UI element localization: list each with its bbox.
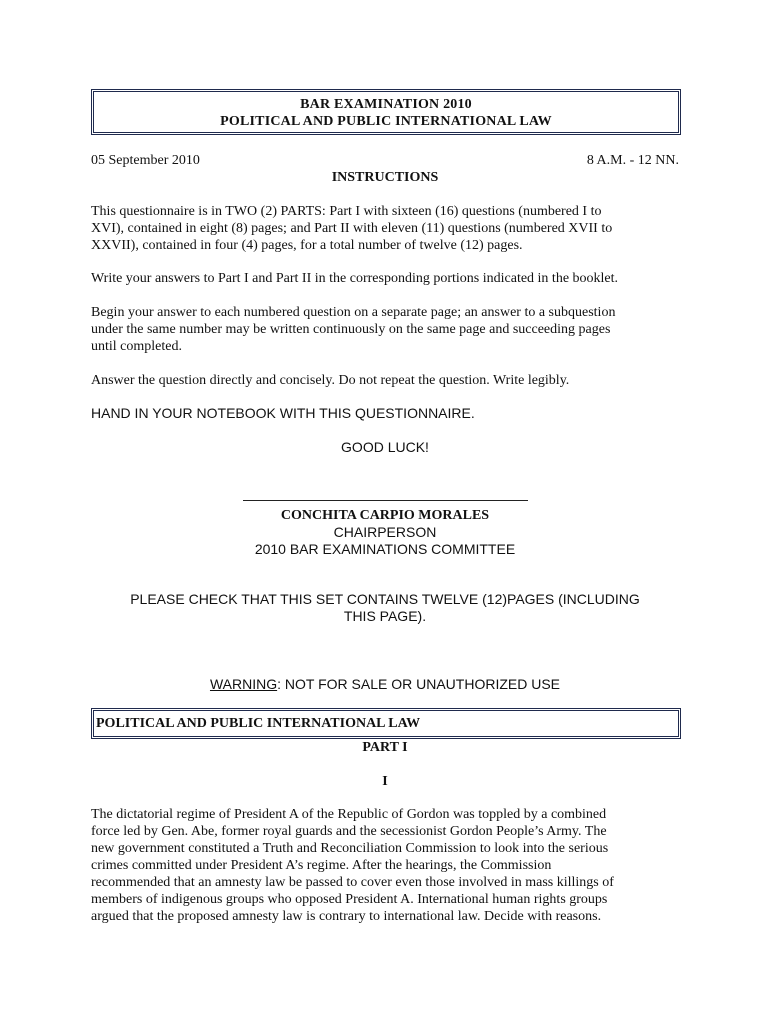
section-title: POLITICAL AND PUBLIC INTERNATIONAL LAW	[96, 716, 421, 731]
question-text-line-6: members of indigenous groups who opposed President A. International human rights groups	[91, 892, 608, 907]
part-heading: PART I	[362, 740, 408, 755]
signatory-committee: 2010 BAR EXAMINATIONS COMMITTEE	[254, 541, 516, 557]
instructions-paragraph-3	[91, 304, 679, 355]
instructions-paragraph-3-line-1: Begin your answer to each numbered question on a separate page; an answer to a subquestion	[91, 305, 616, 320]
instructions-paragraph-1-line-2: XVI), contained in eight (8) pages; and Part II with eleven (11) questions (numbered XVII to	[91, 221, 613, 236]
question-text-line-2: force led by Gen. Abe, former royal guards and the secessionist Gordon People’s Army. The	[91, 824, 607, 839]
question-text-line-3: new government constituted a Truth and Reconciliation Commission to look into the serious	[91, 841, 609, 856]
instructions-paragraph-3-line-3: until completed.	[91, 339, 182, 354]
page-check-notice-line-2: THIS PAGE).	[343, 608, 427, 624]
instructions-paragraph-3-line-2: under the same number may be written continuously on the same page and succeeding pages	[91, 322, 611, 337]
signature-line	[243, 500, 528, 501]
question-text-line-7: argued that the proposed amnesty law is contrary to international law. Decide with reasons.	[91, 909, 602, 924]
section-title-box	[91, 708, 681, 739]
exam-time: 8 A.M. - 12 NN.	[586, 153, 679, 168]
signatory-name: CONCHITA CARPIO MORALES	[280, 508, 490, 523]
page-check-notice	[91, 591, 679, 625]
instructions-paragraph-1	[91, 203, 679, 254]
question-text-line-4: crimes committed under President A’s regime. After the hearings, the Commission	[91, 858, 552, 873]
instructions-heading: INSTRUCTIONS	[331, 170, 439, 185]
question-number: I	[382, 774, 388, 789]
instructions-paragraph-5: HAND IN YOUR NOTEBOOK WITH THIS QUESTIONNAIRE.	[91, 405, 475, 421]
exam-date: 05 September 2010	[91, 153, 200, 168]
good-luck: GOOD LUCK!	[341, 439, 429, 455]
date-time-row	[91, 152, 679, 169]
warning-text: : NOT FOR SALE OR UNAUTHORIZED USE	[277, 676, 561, 692]
warning-label: WARNING	[209, 676, 278, 692]
document-page	[91, 0, 679, 1024]
instructions-paragraph-4: Answer the question directly and concisely. Do not repeat the question. Write legibly.	[91, 373, 570, 388]
instructions-paragraph-1-line-1: This questionnaire is in TWO (2) PARTS: Part I with sixteen (16) questions (numbered I to	[91, 204, 602, 219]
signatory-position: CHAIRPERSON	[333, 524, 437, 540]
question-text	[91, 806, 679, 925]
exam-title: BAR EXAMINATION 2010	[300, 97, 472, 112]
instructions-paragraph-2: Write your answers to Part I and Part II in the corresponding portions indicated in the booklet.	[91, 271, 619, 286]
title-box	[91, 89, 681, 135]
warning-notice	[91, 676, 679, 693]
exam-subject: POLITICAL AND PUBLIC INTERNATIONAL LAW	[220, 114, 552, 129]
question-text-line-1: The dictatorial regime of President A of the Republic of Gordon was toppled by a combined	[91, 807, 607, 822]
question-text-line-5: recommended that an amnesty law be passed to cover even those involved in mass killings of	[91, 875, 614, 890]
instructions-paragraph-1-line-3: XXVII), contained in four (4) pages, for a total number of twelve (12) pages.	[91, 238, 523, 253]
page-check-notice-line-1: PLEASE CHECK THAT THIS SET CONTAINS TWELVE (12)PAGES (INCLUDING	[130, 591, 640, 607]
